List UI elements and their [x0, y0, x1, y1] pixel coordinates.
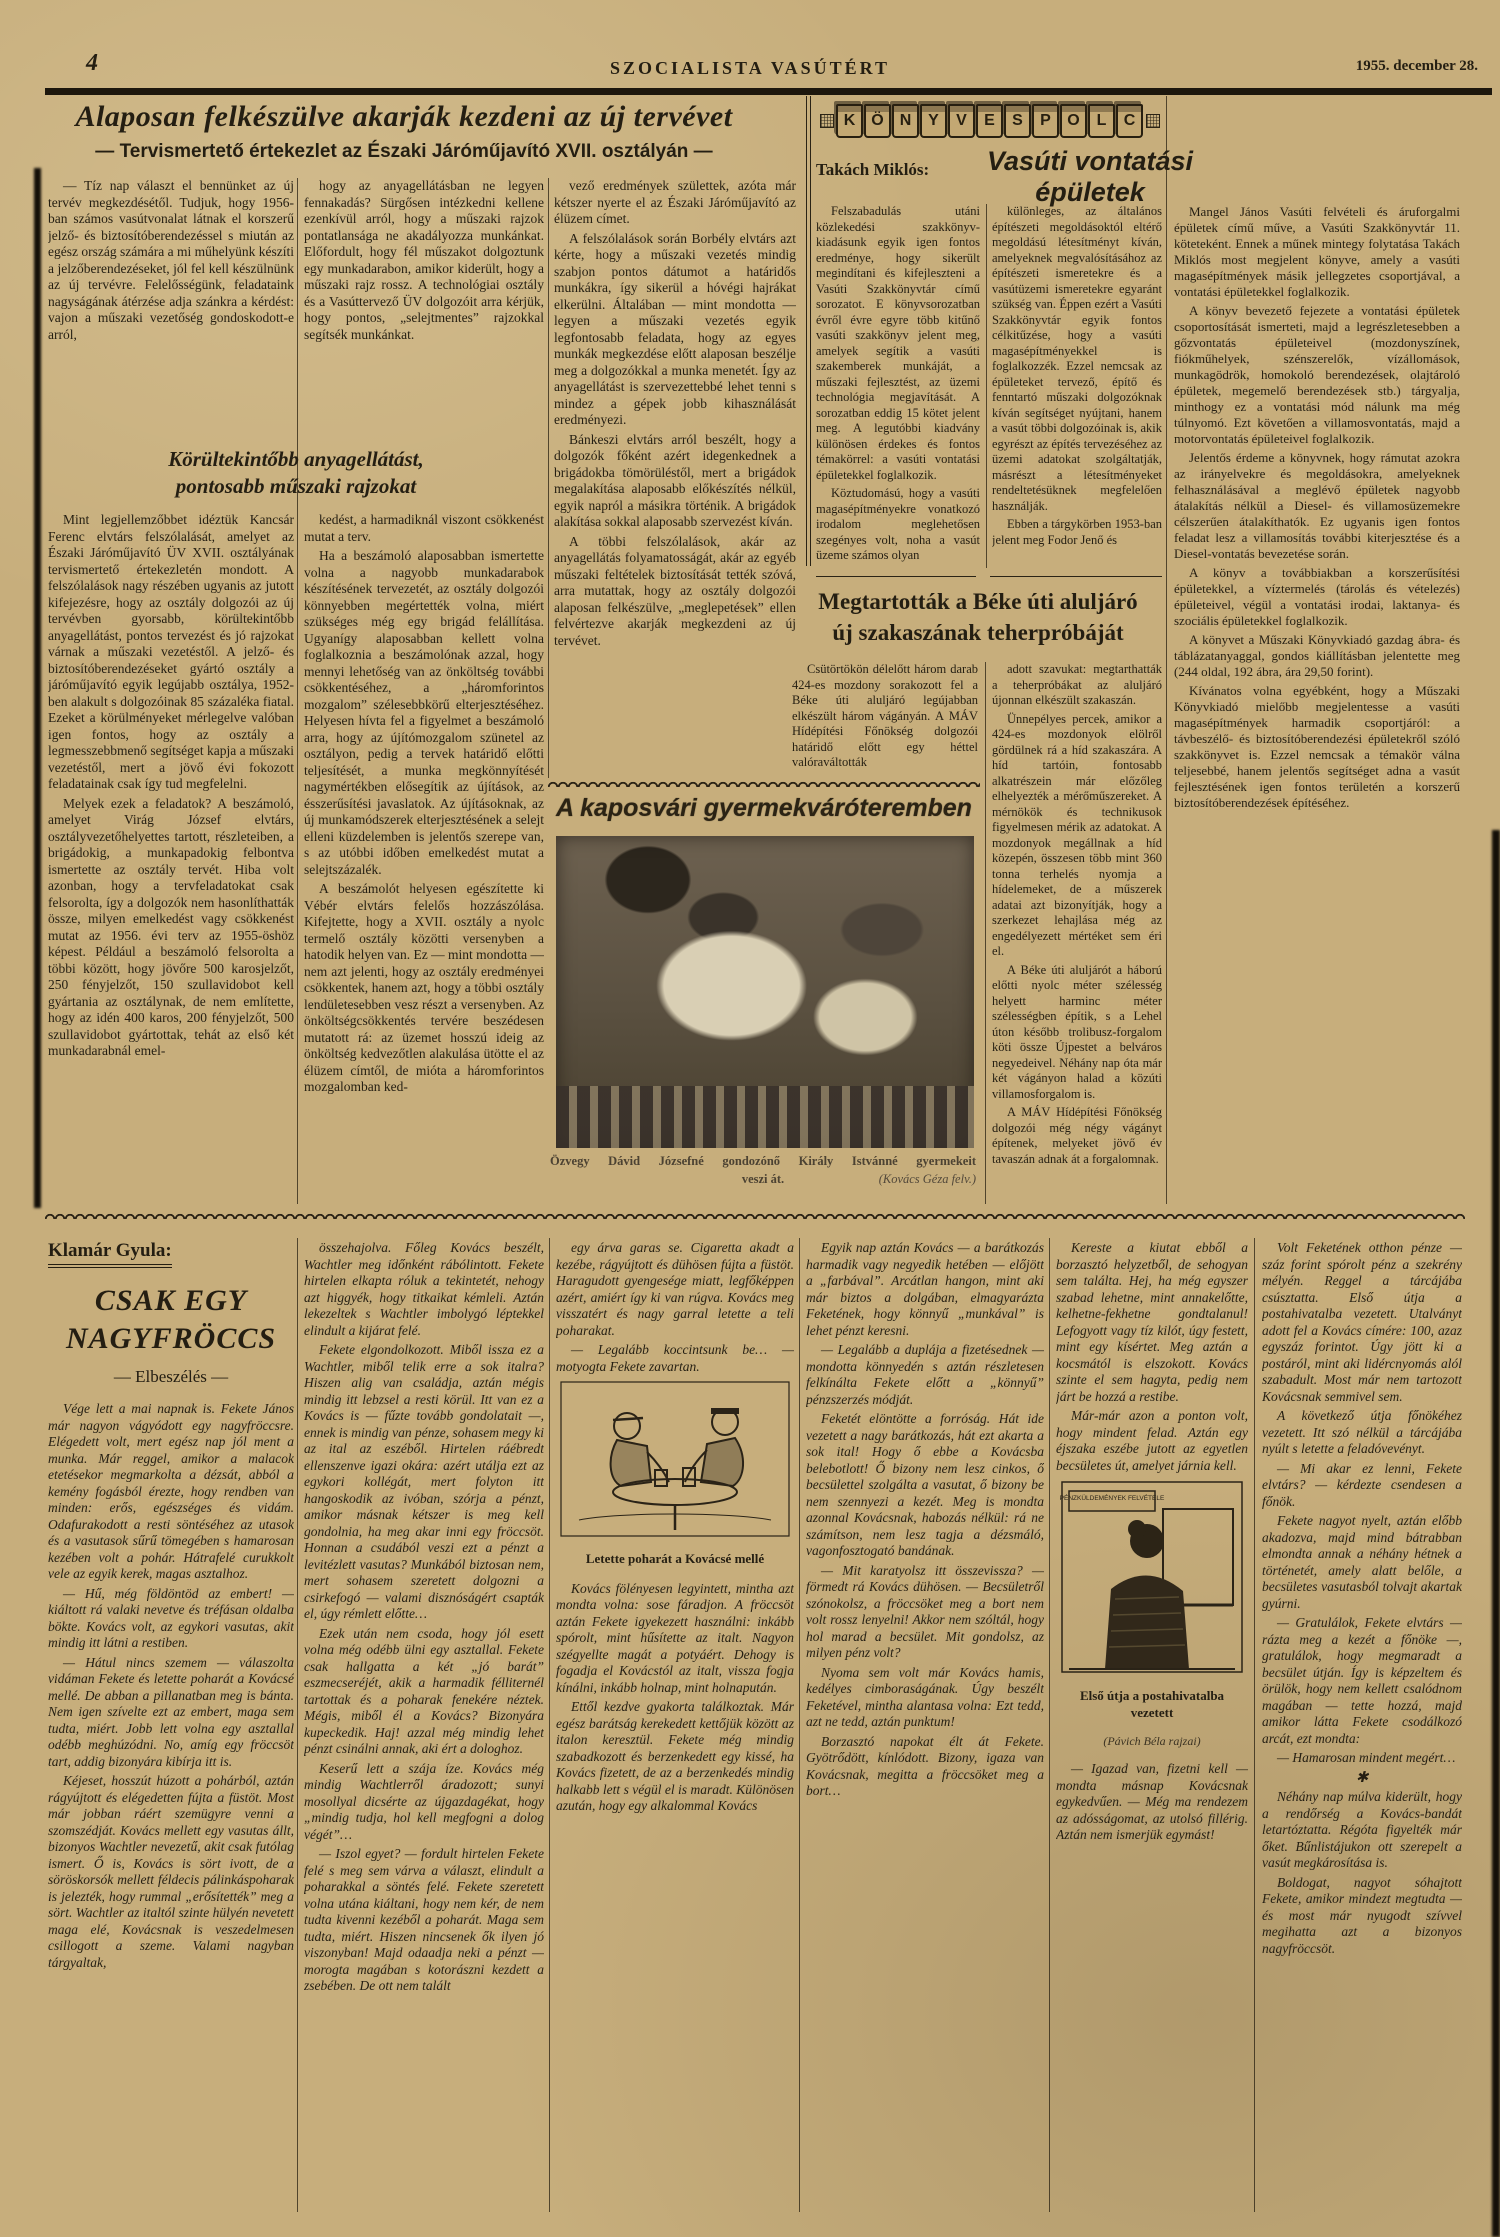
banner-letter: Y — [920, 104, 947, 138]
page-number: 4 — [86, 50, 98, 76]
sketch2-caption-line1: Első útja a postahivatalba — [1079, 1688, 1225, 1703]
bookshelf-banner — [820, 104, 1160, 138]
crib-slats — [556, 1086, 974, 1148]
column-rule — [986, 204, 987, 568]
banner-letter: K — [836, 104, 863, 138]
section-rule — [1166, 96, 1167, 1204]
lead-col3: vező eredmények születtek, azóta már kétszer nyerte el az Északi Járóműjavító az élüzem címet. A felszólalások során Borbély elvtárs azt kérte, hogy a műszaki vezetés mindig szabjon pontos dátumot a határidős munkákra, így sikerül a hóvégi hajrákat elkerülni. Általában — mint mondotta — legyen a műszaki vezetés egyik legfontosabb feladata, hogy az egyes munkák megkezdése előtt alaposan beszélje meg a dolgozókkal a munka menetét. Így az anyagellátást is szervezettebbé lehet tenni s mindez a gépek jobb kihasználását eredményezi. Bánkeszi elvtárs arról beszélt, hogy a dolgozók főként azért idegenkednek a brigádokba tömörüléstől, mert a brigádok megalakítása alaposabb előkészítés nélkül, egyik napról a másikra történik. A brigádok alakítása sokkal alaposabb szervezést kíván. A többi felszólalások, akár az anyagellátás folyamatosságát, akár az egyéb műszaki feltételek biztosítását tették szóvá, arra mutattak, hogy az osztály dolgozói alaposan felkészülve, „meglepetések” ellen felvértezve akarják megkezdeni az új tervévet. — [554, 178, 796, 648]
photo-caption-line2: veszi át. — [741, 1172, 785, 1186]
column-rule — [799, 1238, 800, 2212]
story-col5-top: Kereste a kiutat ebből a borzasztó helyzetből, de sehogyan sem találta. Hej, ha még egyszer szabad lehetne, mint annakelőtte, kelhetne-fekhetne gondtalanul! Lefogyott vagy tíz kilót, úgy festett, mint egy kísértet. Meg aztán a kocsmától is elszokott. Kovács szinte el sem hagyta, pedig nem járt be hozzá a restibe. Már-már azon a ponton volt, hogy mindent felad. Aztán egy éjszaka eszébe jutott az egyetlen becsületes út, amelyet járnia kell. — [1056, 1240, 1248, 1473]
post-office-sketch — [1059, 1479, 1245, 1675]
column-rule — [1254, 1238, 1255, 2212]
book-col3: Mangel János Vasúti felvételi és áruforgalmi épületek című műve, a Vasúti Szakkönyvtár 11. köteteként. Ennek a műnek mintegy folytatása Takách Miklós most megjelent könyve, amely a vasúti magasépítmények másik jellegzetes csoportjával, a vontatási épületekkel foglalkozik. A könyv bevezető fejezete a vontatási épületek csoportosítását ismerteti, majd a legrészletesebben a gőzvontatás épületeivel (mozdonyszínek, fiókműhelyek, szénszerelők, vízállomások, munkagödrök, homokoló berendezések, olajtároló épületek, megemelő berendezések stb.) tárgyalja, minthogy ez a vontatási mód nálunk ma még túlnyomó. Ezt követően a villamosvontatás, majd a motorvontatás épületeivel foglalkozik. Jelentős érdeme a könyvnek, hogy rámutat azokra az irányelvekre és megoldásokra, amelyeknek felhasználásával a meglévő épületek nagyobb átalakítás nélkül a Diesel- és villamosüzemekre célszerűen átalakíthatók. Ez ugyanis igen fontos feladat lesz a villamosítás további kiterjesztése és a Diesel-vontatás bevezetése során. A könyv a továbbiakban a korszerűsítési épületekkel, a víztermelés (tárolás és vételezés) épületeivel, végül a vontatási irodai, laktanya- és szociális épületekkel foglalkozik. A könyvet a Műszaki Könyvkiadó gazdag ábra- és táblázatanyaggal, gondos kiállításban jelentette meg (244 oldal, 192 ábra, ára 29,50 forint). Kívánatos volna egyébként, hogy a Műszaki Könyvkiadó mielőbb megjelentesse a vasúti magasépítmények harmadik csoportjáról: a távbeszélő- és biztosítóberendezési épületekről szóló szakkönyvet is. Ezzel nemcsak a témakör válna teljesebbé, hanem jelentős segítséget adna a vasút fejlesztésének igen fontos területén a korszerű biztosítóberendezések építéséhez. — [1174, 204, 1460, 810]
photo-feature-heading: A kaposvári gyermekváróteremben — [556, 794, 972, 822]
wavy-divider-main — [45, 1212, 1465, 1219]
column-rule — [985, 662, 986, 1204]
lead-col1-top: — Tíz nap választ el bennünket az új tervév megkezdésétől. Tudjuk, hogy 1956-ban számos vasútvonalat látnak el korszerű jelző- és biztosítóberendezéssel s miután az egész ország számára a mi műhelyünk készíti a jelzőberendezéseket, jól fel kell készülnünk az új tervévre. Felelősségünk, feladataink nagyságának átérzése adja szánkra a kérdést: vajon a műszaki vezetőség gondoskodott-e arról, — [48, 178, 294, 342]
banner-letter: Ö — [864, 104, 891, 138]
divider — [990, 576, 1162, 577]
banner-letter: C — [1116, 104, 1143, 138]
underpass-headline-line2: új szakaszának teherpróbáját — [832, 620, 1124, 646]
lead-col1-bottom: Mint legjellemzőbbet idéztük Kancsár Ferenc elvtárs felszólalását, amelyet az Északi Járóműjavító ÜV XVII. osztályának tervismertető értekezletén mondott. A felszólalások nagy részében ugyanis az jutott kifejezésre, hogy az osztály dolgozói az új tervévben gyorsabb, körültekintőbb anyagellátást, pontos tervezést és jó rajzokat várnak a műszaki vezetéstől. A jelző- és biztosítóberendezéseket gyártó osztály a járóműjavító egyik legújabb osztálya, 1952-ben alakult s dolgozóinak 85 százaléka fiatal. Ezeket a körülményeket mérlegelve valóban igen fontos, hogy az osztály a legmesszebbmenő segítséget kapja a műszaki vezetéstől, mert a jövő évi fokozott feladatainak csak így tud megfelelni. Melyek ezek a feladatok? A beszámoló, amelyet Virág József elvtárs, osztályvezetőhelyettes tartott, részleteiben, a brigádokig, a munkapadokig felbontva ismertette az osztály tervét. Hiba volt azonban, hogy a tervfeladatokat csak felsorolta, így a dolgozók nem hasonlíthatták össze, milyen emelkedést vagy csökkenést mutat az 1956. évi terv az 1955-öshöz képest. Például a beszámoló felsorolta a többi között, hogy jövőre 500 karosjelzőt, 250 fényjelzőt, 150 szullavidobot kell gyártania az osztálynak, de nem említette, hogy az idén 400 karos, 200 fényjelzőt, 500 szullavidobot gyártottak, tehát az első két munkadarabnál emel- — [48, 512, 294, 1058]
date: 1955. december 28. — [1355, 58, 1478, 74]
underpass-col1: Csütörtökön délelőtt három darab 424-es mozdony sorakozott fel a Béke úti aluljáró legújabban elkészült három vágányán. A MÁV Hídépítési Főnökség dolgozói határidő előtt egy héttel valóraváltották — [792, 662, 978, 769]
lead-col2-bottom: kedést, a harmadiknál viszont csökkenést mutat a terv. Ha a beszámoló alaposabban ismertette volna a nagyobb munkadarabok készítésének tervezetét, az osztály dolgozói könnyebben megértették volna, miért szükséges még egy brigád felállítása. Ugyanígy alaposabban kellett volna foglalkoznia a beszámolónak azzal, hogy mennyi lehetőség van az önköltség további csökkentéséhez, a „háromforintos mozgalom” szélesebbkörű elterjesztéséhez. Helyesen hívta fel a figyelmet a beszámoló arra, hogy az újítómozgalom szünetel az osztályon, pedig a tervek határidő előtti teljesítését, a munka megkönnyítését nagymértékben elősegítik az újítások, az ésszerűsítési javaslatok. Az újításoknak, az új munkamódszerek elterjesztésének a selejt elleni küzdelemben is jelentős szerepe van, s az utóbbi időben emelkedést mutat a selejtszázalék. A beszámolót helyesen egészítette ki Vébér elvtárs felelős hozzászólása. Kifejtette, hogy a XVII. osztály a nyolc termelő osztály közötti versenyben a hatodik helyen van. Ez — mint mondotta — nem azt jelenti, hogy az osztály eredményei csökkentek, hanem azt, hogy a többi osztály lendületesebben vesz részt a versenyben. Az önköltségcsökkentés tervére beszédesen mutatott rá: az üzemet hosszú ideig az önköltség kedvezőtlen alakulása ütötte el az élüzem címtől, de mióta a háromforintos mozgalomban ked- — [304, 512, 544, 1094]
photo-credit: (Kovács Géza felv.) — [878, 1172, 976, 1186]
sketch1-caption: Letette poharát a Kovácsé mellé — [585, 1551, 765, 1566]
banner-letter: N — [892, 104, 919, 138]
banner-tiles — [836, 104, 1144, 138]
photo-caption-2 — [550, 1172, 976, 1187]
sketch2-credit: (Pávich Béla rajzai) — [1103, 1734, 1201, 1748]
lead-headline: Alaposan felkészülve akarják kezdeni az új tervévet — [75, 100, 733, 133]
sketch2-caption — [1056, 1688, 1248, 1721]
lead-subtitle: — Tervismertető értekezlet az Északi Járóműjavító XVII. osztályán — — [95, 141, 713, 162]
book-review-title: Vasúti vontatási épületek — [986, 146, 1194, 207]
sketch2-caption-line2: vezetett — [1130, 1704, 1174, 1720]
story-col1: Vége lett a mai napnak is. Fekete János már nagyon vágyódott egy nagyfröccsre. Elégedett volt, mert egész nap jól ment a munka. Már reggel, amikor a malacok etetésekor megmarkolta a dézsát, abból a kemény fogásból érezte, hogy rendben van minden: erős, egészséges és vidám. Odafurakodott a resti söntéséhez az utasok és a vasutasok sűrű tömegében s hamarosan kezében volt a pohár. Hátrafelé curukkolt vele az egyik kerek, magas asztalhoz. — Hű, még földöntöd az embert! — kiáltott rá valaki nevetve és tréfásan oldalba bökte. Kovács volt, az egykori vasutas, akit mindig itt látni a restiben. — Hátul nincs szemem — válaszolta vidáman Fekete és letette poharát a Kovácsé mellé. De abban a pillanatban meg is bánta. Nem igen szívelte ezt az embert, maga sem tudta, miért. Jobb lett volna egy asztallal odébb meghúzódni. No, amíg egy fröccsöt tart, addig bizonyára kibírja itt is. Kéjeset, hosszút húzott a pohárból, aztán rágyújtott és elégedetten fújta a füstöt. Most már jobban ráért szemügyre venni a szomszédját. Kovács mellett egy vasutas állt, bizonyos Wachtler nevezetű, akit csak futólag ismert. Ő is, Kovács is sört ivott, de a söröskorsók mellett féldecis pálinkáspoharak is jelezték, hogy rummal „erősítették” meg a sört. Wachtler az italtól szinte hülyén nevetett maga elé, Kovácsnak is veszedelmesen csillogott a szeme. Valami nagyban tárgyaltak, — [48, 1401, 294, 1970]
book-col2: különleges, az általános építészeti megoldásoktól eltérő megoldású létesítményt kíván, amelyeknek megvalósításához az építészeti ismeretekre és a vasútüzemi ismeretekre egyaránt szükség van. Éppen ezért a Vasúti Szakkönyvtár egyik fontos célkitűzése, hogy a vasúti magasépítményekkel is foglalkozzék. Ezzel nemcsak az épületeket tervező, építő és fenntartó műszaki dolgozóknak kíván segítséget nyújtani, hanem a vasút többi dolgozóinak is, akik egyrészt az építés tervezéséhez az üzemi adatokat szolgáltatják, másrészt a létesítményeket rendeltetésüknek megfelelően használják. Ebben a tárgykörben 1953-ban jelent meg Fodor Jenő és — [992, 204, 1162, 547]
story-subtitle: — Elbeszélés — — [113, 1367, 229, 1386]
column-rule — [548, 178, 549, 778]
book-col1: Felszabadulás utáni közlekedési szakkönyv-kiadásunk egyik igen fontos eredménye, hogy sikerült megindítani és kifejleszteni a Vasúti Szakkönyvtár című sorozatot. E könyvsorozatban évről évre egyre több kitűnő vasúti szakkönyv jelent meg, amelyek segítik a vasúti szakemberek munkáját, a műszaki fejlesztést, az üzemi technológia megjavítását. A sorozatban eddig 15 kötet jelent meg. A legutóbbi kiadvány különösen érdekes és fontos témakörrel: a vasúti vontatási épületekkel foglalkozik. Köztudomású, hogy a vasúti magasépítményekre vonatkozó irodalom meglehetősen szegényes volt, noha a vasút üzeme számos olyan — [816, 204, 980, 562]
banner-letter: S — [1004, 104, 1031, 138]
underpass-col2: adott szavukat: megtarthatták a teherpróbákat az aluljáró újonnan elkészült szakaszán. Ünnepélyes percek, amikor a 424-es mozdonyok elölről gördülnek rá a híd szakaszára. A híd tartóin, fontosabb alkatrészein már előzőleg elhelyezték a mérőműszereket. A mérnökök és technikusok figyelmesen mérik az adatokat. A mozdonyok megállnak a híd közepén, összesen több mint 360 tonna terhelés nyomja a hídelemeket, de a műszerek adatai azt bizonyítják, hogy a szerkezet lehajlása még az engedélyezett mértéket sem éri el. A Béke úti aluljárót a háború előtti nyolc méter szélesség helyett harminc méter szélességben építik, s a Lehel úton később trolibusz-forgalom köti össze Újpestet a belváros negyedeivel. Néhány nap óta már két vágányon halad a közúti villamosforgalom is. A MÁV Hídépítési Főnökség dolgozói még négy vágányt építenek, melyeket jövő év tavaszán adnak át a forgalomnak. — [992, 662, 1162, 1166]
banner-letter: E — [976, 104, 1003, 138]
crosshead-line2: pontosabb műszaki rajzokat — [175, 474, 417, 499]
page-left-edge — [34, 168, 41, 1208]
banner-ribbon-right — [1146, 114, 1160, 128]
tavern-sketch — [559, 1380, 791, 1538]
banner-letter: V — [948, 104, 975, 138]
story-col3-top: egy árva garas se. Cigaretta akadt a kezébe, rágyújtott és dühösen fújta a füstöt. Haragudott gyengesége miatt, legfőképpen azért, amiért így ki van rúgva. Kovács meg visszatért és nagy garral letette a teli poharakat. — Legalább koccintsunk be… — motyogta Fekete zavartan. — [556, 1240, 794, 1374]
page-right-edge — [1492, 830, 1500, 2237]
banner-letter: P — [1032, 104, 1059, 138]
story-col5-block — [1056, 1240, 1248, 2212]
photo-caption: Özvegy Dávid Józsefné gondozónő Király Istvánné gyermekeit — [550, 1154, 976, 1168]
banner-letter: O — [1060, 104, 1087, 138]
column-rule — [1049, 1238, 1050, 2212]
header-rule — [45, 88, 1492, 95]
story-col3-bottom: Kovács fölényesen legyintett, mintha azt mondta volna: sose fáradjon. A fröccsöt aztán Fekete igyekezett használni: inkább spórolt, mint hűsítette az italt. Nagyon szégyellte magát a potyáért. Dehogy is fogadja el Kovácstól az italt, vissza fogja kínálni, inkább holnap, mint holnapután. Ettől kezdve gyakorta találkoztak. Már egész barátság kerekedett kettőjük között az italon keresztül. Fekete még mindig szabadkozott és berzenkedett egy kissé, ha Kovács fizetett, de az a berzenkedés mindig halkabb lett s végül el is maradt. Különösen azután, hogy egy alkalommal Kovács — [556, 1580, 794, 1813]
story-col4: Egyik nap aztán Kovács — a barátkozás harmadik vagy negyedik hetében — előjött a „farbával”. Arcátlan hangon, mint aki már biztos a dolgában, elmagyarázta Feketének, hogy könnyű „munkával” is lehet pénzt keresni. — Legalább a duplája a fizetésednek — mondotta könnyedén s aztán részletesen felkínálta Fekete előtt a „könnyű” pénzszerzés módját. Feketét elöntötte a forróság. Hát ide vezetett a nagy barátkozás, hát ezt akarta a sok ital! Hogy ő ebbe a Kovácsba belebotlott! Ő bizony nem lesz cinkos, ő becsülettel szolgálta a vasutat, ő bizony be nem szennyezi a kezét. Meg is mondta azonnal Kovácsnak, habozás nélkül: rá ne számítson, nem lesz tagja a dézsmáló, vagonfosztogató bandának. — Mit karatyolsz itt összevissza? — förmedt rá Kovács dühösen. — Becsületről szónokolsz, a fröccsöket meg a bort nem volt rossz lenyelni! Akkor nem szóltál, hogy hol marad a becsület. Mit gondolsz, az milyen pénz volt? Nyoma sem volt már Kovács hamis, kedélyes cimboraságának. Úgy beszélt Feketével, mintha alantasa volna: Ezt tedd, azt ne tedd, aztán punktum! Borzasztó napokat élt át Fekete. Gyötrődött, kínlódott. Bizony, igaza van Kovácsnak, megitta a fröccsöket meg a bort… — [806, 1240, 1044, 1798]
masthead: SZOCIALISTA VASÚTÉRT — [610, 58, 890, 78]
book-review-byline: Takách Miklós: — [816, 160, 930, 179]
waiting-room-photo — [556, 836, 974, 1148]
story-title — [48, 1282, 294, 1357]
underpass-headline — [790, 586, 1166, 648]
wavy-divider — [548, 780, 980, 787]
column-rule — [549, 1238, 550, 2212]
story-col5-bottom: — Igazad van, fizetni kell — mondta másnap Kovácsnak egykedvűen. — Még ma rendezem az adósságomat, az utolsó fillérig. Aztán nem ismerjük egymást! — [1056, 1761, 1248, 1842]
lead-crosshead — [48, 446, 544, 501]
story-title-line1: CSAK EGY — [94, 1284, 248, 1317]
story-title-line2: NAGYFRÖCCS — [65, 1321, 277, 1355]
crosshead-line1: Körültekintőbb anyagellátást, — [168, 447, 424, 471]
story-col1-block — [48, 1240, 294, 2212]
divider — [816, 576, 976, 577]
story-byline: Klamár Gyula: — [48, 1240, 172, 1268]
post-sign-text: PÉNZKÜLDEMÉNYEK FELVÉTELE — [1059, 1495, 1165, 1502]
story-col6: Volt Feketének otthon pénze — száz forint spórolt pénz a szekrény mélyén. Reggel a tárcájába csúsztatta. Első útja a postahivatalba vezetett. Utalványt adott fel a Kovács címére: 100, azaz egyszáz forintot. Úgy jött ki a postáról, mint aki lidércnyomás alól szabadult. Most már nem tartozott Kovácsnak semmivel sem. A következő útja főnökéhez vezetett. Itt szó nélkül a tárcájába nyúlt s letette a feladóvevényt. — Mi akar ez lenni, Fekete elvtárs? — kérdezte csendesen a főnök. Fekete nagyot nyelt, aztán előbb akadozva, majd mind bátrabban elmondta annak a néhány hétnek a történetét, amely alatt belőle, a becsületes vasutasból tolvajt akartak gyúrni. — Gratulálok, Fekete elvtárs — rázta meg a kezét a főnöke —, gratulálok, hogy megmaradt a becsület útján. Így is képzeltem és örülök, hogy nem kellett csalódnom magában — tette hozzá, majd amikor látta Fekete csodálkozó arcát, ezt mondta: — Hamarosan mindent megért… ✱ Néhány nap múlva kiderült, hogy a rendőrség a Kovács-bandát letartóztatta. Régóta figyelték már őket. Bűnlistájukon ott szerepelt a vasút megkárosítása is. Boldogat, nagyot sóhajtott Fekete, amikor mindezt megtudta — és most már nyugodt szívvel megihatta azt a bizonyos nagyfröccsöt. — [1262, 1240, 1462, 1956]
column-rule — [297, 1238, 298, 2212]
story-col3-block — [556, 1240, 794, 2212]
banner-ribbon-left — [820, 114, 834, 128]
story-col2: összehajolva. Főleg Kovács beszélt, Wachtler meg időnként rábólintott. Fekete hirtelen elkapta róluk a tekintetét, nehogy azt higgyék, hogy titkaikat kémleli. Aztán lekezeltek s Wachtler imbolygó léptekkel elindult a kijárat felé. Fekete elgondolkozott. Miből issza ez a Wachtler, miből telik erre a sok italra? Hiszen alig van családja, aztán mégis mindig itt lebzsel a resti körül. Itt van ez a Kovács is — fűzte tovább gondolatait —, ennek is mindig van pénze, sohasem megy ki az ital az eszéből. Hirtelen ráébredt ellenszenve igazi okára: azért utálja ezt az egykori kollégát, mert folyton itt hangoskodik az ivóban, szórja a pénzt, amikor másnak kétszer is meg kell gondolnia, ha meg akar inni egy fröccsöt. Honnan a csudából veszi ezt a pénzt a levitézlett vasutas? Munkából biztosan nem, mert sohasem szeretett dolgozni a csirkefogó — valami disznóságért csapták el, úgy rémlett előtte… Ezek után nem csoda, hogy jól esett volna még odébb ülni egy asztallal. Fekete csak hallgatta a két „jó barát” eszmecseréjét, akik a harmadik félliternél tartottak és a poharak fenekére néztek. Mégis, miből él a Kovács? Bizonyára kupeckedik. Haj! azzal még mindig lehet pénzt csinálni annak, aki ért a dologhoz. Keserű lett a szája íze. Kovács még mindig Wachtlerről áradozott; sunyi mosollyal dicsérte az újgazdagékat, hogy „mindig tudja, hol kell megfogni a dolog végét”… — Iszol egyet? — fordult hirtelen Fekete felé s meg sem várva a választ, elindult a poharakkal a söntés felé. Fekete szeretett volna utána kiáltani, hogy nem kér, de nem tudta kivenni kezéből a poharát. Maga sem tudta, miért. Hiszen nincsenek ők ilyen jó viszonyban! Majd odaadja neki a pénzt — morogta magában s kotorászni kezdett a zsebében. De ott nem talált — [304, 1240, 544, 1993]
section-rule — [806, 96, 811, 566]
lead-col2-top: hogy az anyagellátásban ne legyen fennakadás? Sürgősen intézkedni kellene ezenkívül arról, hogy a műszaki rajzok pontatlansága ne akadályozza munkánkat. Előfordult, hogy fél műszakot dolgoztunk egy munkadarabon, amikor kiderült, hogy a műszaki rajz rossz. A technológiai osztály és a Vasúttervező ÜV dolgozóit arra kérjük, hogy pontos, „selejtmentes” rajzokkal segítsék munkánkat. — [304, 178, 544, 342]
underpass-headline-line1: Megtartották a Béke úti aluljáró — [818, 589, 1138, 614]
column-rule — [297, 178, 298, 1204]
banner-letter: L — [1088, 104, 1115, 138]
